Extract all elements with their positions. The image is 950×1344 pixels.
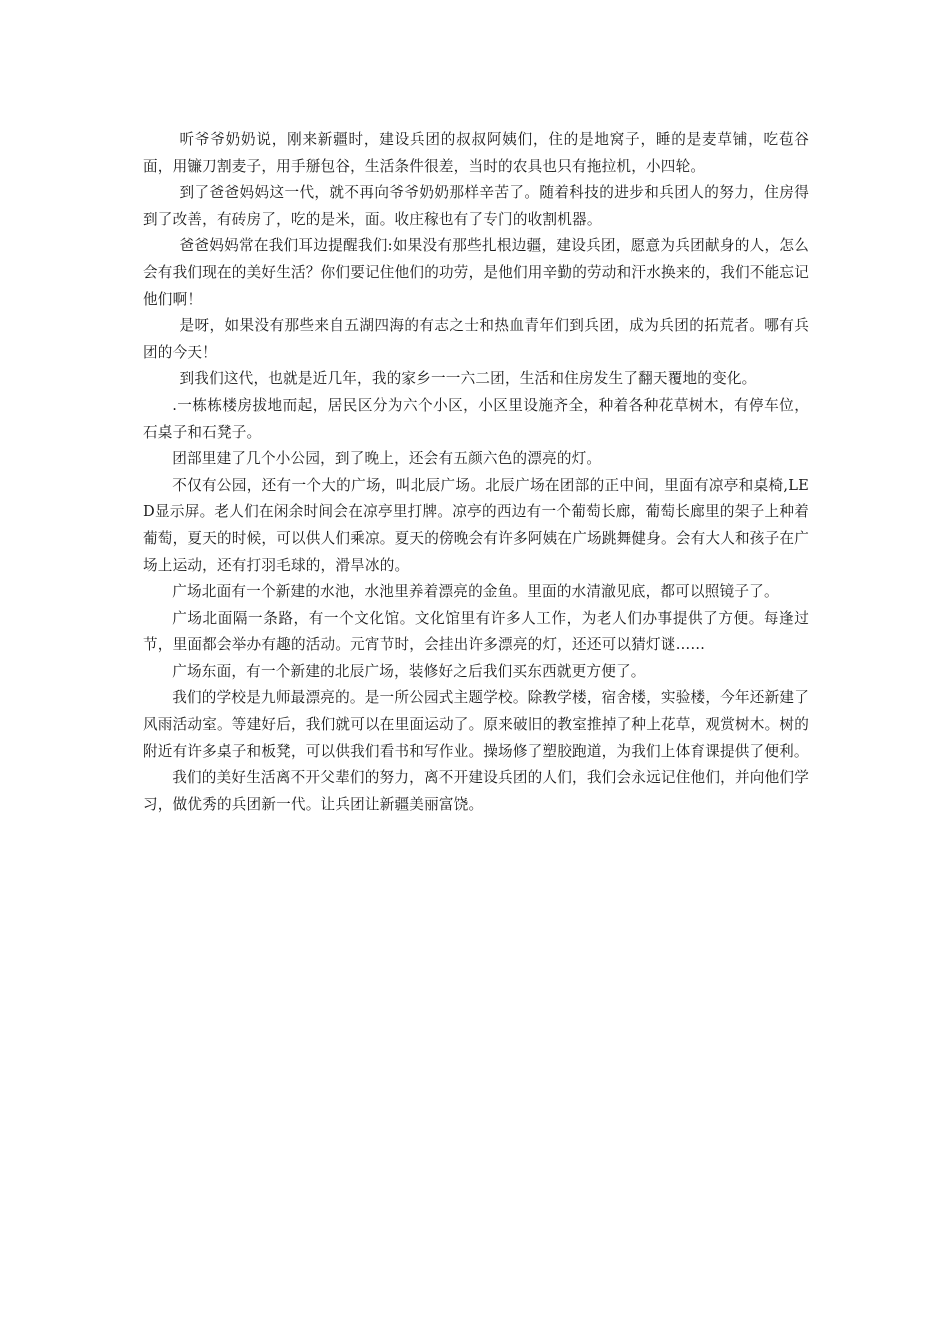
paragraph-12: 我们的学校是九师最漂亮的。是一所公园式主题学校。除教学楼，宿舍楼，实验楼，今年还新建了风雨活动室。等建好后，我们就可以在里面运动了。原来破旧的教室推掉了种上花草，观赏树木。树的附近有许多桌子和板凳，可以供我们看书和写作业。操场修了塑胶跑道，为我们上体育课提供了便利。 bbox=[143, 689, 809, 760]
paragraph-11: 广场东面，有一个新建的北辰广场，装修好之后我们买东西就更方便了。 bbox=[172, 662, 646, 680]
paragraph-7: 团部里建了几个小公园，到了晚上，还会有五颜六色的漂亮的灯。 bbox=[172, 450, 602, 468]
paragraph-2: 到了爸爸妈妈这一代，就不再向爷爷奶奶那样辛苦了。随着科技的进步和兵团人的努力，住房得到了改善，有砖房了，吃的是米，面。收庄稼也有了专门的收割机器。 bbox=[143, 184, 809, 228]
paragraph-6: .一栋栋楼房拔地而起，居民区分为六个小区，小区里设施齐全，种着各种花草树木，有停车位，石桌子和石凳子。 bbox=[143, 396, 809, 441]
paragraph-9: 广场北面有一个新建的水池，水池里养着漂亮的金鱼。里面的水清澈见底，都可以照镜子了。 bbox=[172, 583, 779, 601]
paragraph-13: 我们的美好生活离不开父辈们的努力，离不开建设兵团的人们，我们会永远记住他们，并向他们学习，做优秀的兵团新一代。让兵团让新疆美丽富饶。 bbox=[143, 769, 809, 813]
document-body bbox=[143, 127, 809, 818]
paragraph-5: 到我们这代，也就是近几年，我的家乡一一六二团，生活和住房发生了翻天覆地的变化。 bbox=[179, 370, 757, 388]
paragraph-8: 不仅有公园，还有一个大的广场，叫北辰广场。北辰广场在团部的正中间，里面有凉亭和桌椅,LED显示屏。老人们在闲余时间会在凉亭里打牌。凉亭的西边有一个葡萄长廊，葡萄长廊里的架子上种着葡萄，夏天的时候，可以供人们乘凉。夏天的傍晚会有许多阿姨在广场跳舞健身。会有大人和孩子在广场上运动，还有打羽毛球的，滑旱冰的。 bbox=[143, 476, 809, 574]
paragraph-10: 广场北面隔一条路，有一个文化馆。文化馆里有许多人工作，为老人们办事提供了方便。每逢过节，里面都会举办有趣的活动。元宵节时，会挂出许多漂亮的灯，还还可以猜灯谜…… bbox=[143, 609, 809, 654]
paragraph-3: 爸爸妈妈常在我们耳边提醒我们:如果没有那些扎根边疆，建设兵团，愿意为兵团献身的人，怎么会有我们现在的美好生活？你们要记住他们的功劳，是他们用辛勤的劳动和汗水换来的，我们不能忘记他们啊！ bbox=[143, 237, 809, 308]
paragraph-4: 是呀，如果没有那些来自五湖四海的有志之士和热血青年们到兵团，成为兵团的拓荒者。哪有兵团的今天！ bbox=[143, 317, 809, 361]
paragraph-1: 听爷爷奶奶说，刚来新疆时，建设兵团的叔叔阿姨们，住的是地窝子，睡的是麦草铺，吃苞谷面，用镰刀割麦子，用手掰包谷，生活条件很差，当时的农具也只有拖拉机，小四轮。 bbox=[143, 131, 809, 175]
